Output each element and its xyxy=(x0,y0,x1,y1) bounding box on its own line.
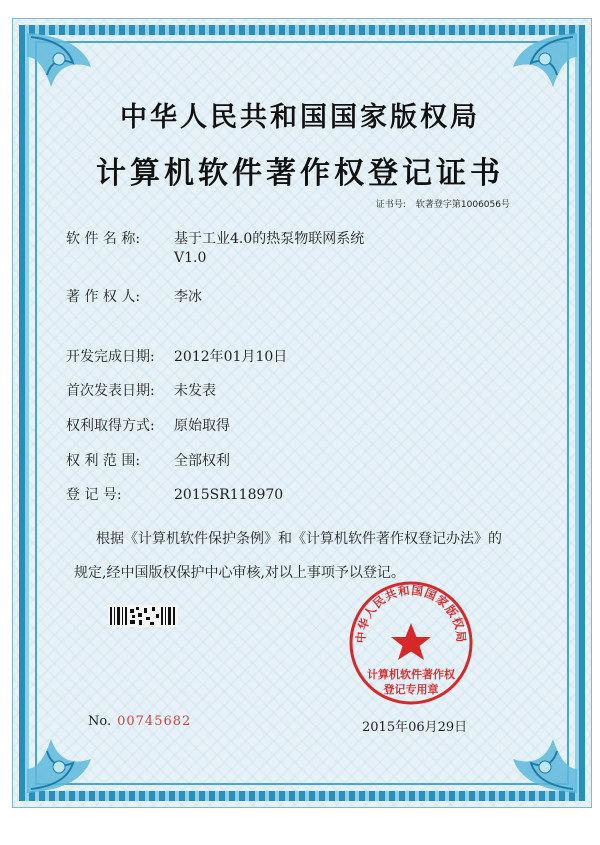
field-label: 著 作 权 人: xyxy=(66,289,141,305)
field-publication-date xyxy=(66,380,216,400)
serial-number xyxy=(88,714,191,729)
seal-text-line-1: 计算机软件著作权 xyxy=(367,668,455,681)
field-value: 2012年01月10日 xyxy=(174,349,288,365)
certificate xyxy=(12,18,592,808)
field-label: 软 件 名 称: xyxy=(66,231,141,247)
field-value: 全部权利 xyxy=(174,453,230,469)
field-value: 李冰 xyxy=(174,289,202,305)
field-value-version: V1.0 xyxy=(174,250,207,266)
field-label: 权 利 范 围: xyxy=(66,453,141,469)
field-label: 开发完成日期: xyxy=(66,349,155,365)
field-value: 2015SR118970 xyxy=(174,487,284,503)
field-value: 未发表 xyxy=(174,383,216,399)
issue-date: 2015年06月29日 xyxy=(362,720,468,735)
issuer-title: 中华人民共和国国家版权局 xyxy=(120,102,480,133)
seal-text-line-2: 登记专用章 xyxy=(383,683,439,696)
field-label: 权利取得方式: xyxy=(66,418,155,434)
statement-line-2: 规定,经中国版权保护中心审核,对以上事项予以登记。 xyxy=(74,565,405,581)
field-completion-date xyxy=(66,346,287,366)
field-label: 首次发表日期: xyxy=(66,383,155,399)
field-software-name xyxy=(66,228,364,266)
field-acquisition-method xyxy=(66,415,230,435)
field-registration-number xyxy=(66,484,283,504)
field-copyright-owner xyxy=(66,286,202,306)
barcode-icon xyxy=(108,605,178,627)
field-value: 基于工业4.0的热泵物联网系统 xyxy=(174,231,365,247)
certificate-number xyxy=(376,197,510,210)
field-rights-scope xyxy=(66,450,230,470)
corner-ornament-icon xyxy=(473,709,583,799)
field-value: 原始取得 xyxy=(174,418,230,434)
certificate-number-label: 证书号: xyxy=(375,200,406,210)
statement-line-1: 根据《计算机软件保护条例》和《计算机软件著作权登记办法》的 xyxy=(96,531,502,547)
certificate-number-value: 软著登字第1006056号 xyxy=(415,200,510,210)
seal-ring-text: 中华人民共和国国家版权局 xyxy=(353,583,469,644)
field-label: 登 记 号: xyxy=(66,487,122,503)
serial-label: No. xyxy=(88,714,112,729)
serial-value: 00745682 xyxy=(117,714,192,729)
certificate-title: 计算机软件著作权登记证书 xyxy=(96,156,504,191)
